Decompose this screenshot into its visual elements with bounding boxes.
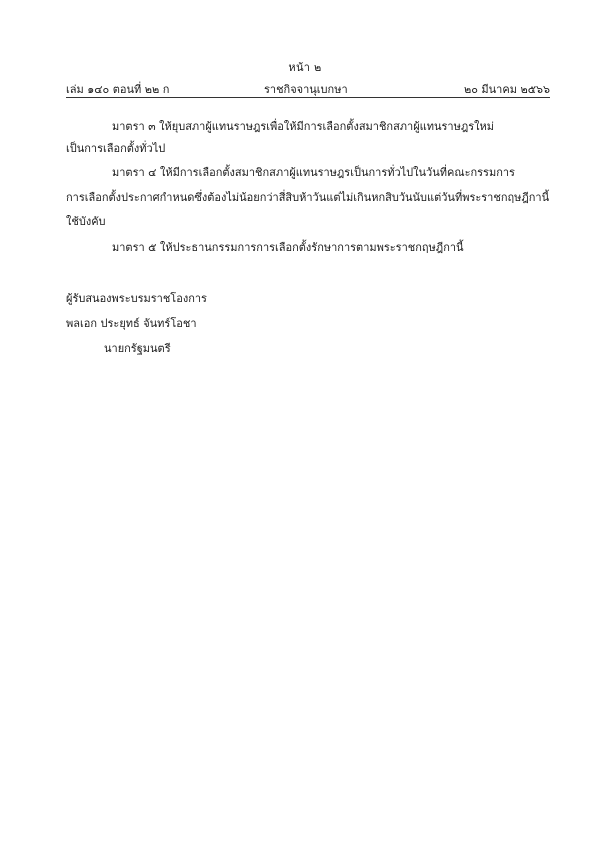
header-rule xyxy=(66,97,550,98)
signatory-name: พลเอก ประยุทธ์ จันทร์โอชา xyxy=(66,317,197,330)
section-4-line-1: มาตรา ๔ ให้มีการเลือกตั้งสมาชิกสภาผู้แทนราษฎรเป็นการทั่วไปในวันที่คณะกรรมการ xyxy=(112,166,515,179)
page-number: หน้า ๒ xyxy=(288,61,322,74)
section-3-line-1: มาตรา ๓ ให้ยุบสภาผู้แทนราษฎรเพื่อให้มีการเลือกตั้งสมาชิกสภาผู้แทนราษฎรใหม่ xyxy=(112,120,495,133)
section-4-line-2: การเลือกตั้งประกาศกำหนดซึ่งต้องไม่น้อยกว่าสี่สิบห้าวันแต่ไม่เกินหกสิบวันนับแต่วันที่พระราชกฤษฎีกานี้ xyxy=(66,191,550,204)
publication-date: ๒๐ มีนาคม ๒๕๖๖ xyxy=(463,83,550,96)
running-header xyxy=(66,80,550,94)
section-5-line-1: มาตรา ๕ ให้ประธานกรรมการการเลือกตั้งรักษาการตามพระราชกฤษฎีกานี้ xyxy=(112,241,464,254)
signatory-title: นายกรัฐมนตรี xyxy=(104,342,171,355)
countersign-label: ผู้รับสนองพระบรมราชโองการ xyxy=(66,292,207,305)
section-4-line-3: ใช้บังคับ xyxy=(66,215,106,228)
publication-name: ราชกิจจานุเบกษา xyxy=(264,83,348,96)
section-3-line-2: เป็นการเลือกตั้งทั่วไป xyxy=(66,142,166,155)
volume-issue: เล่ม ๑๔๐ ตอนที่ ๒๒ ก xyxy=(66,83,170,96)
